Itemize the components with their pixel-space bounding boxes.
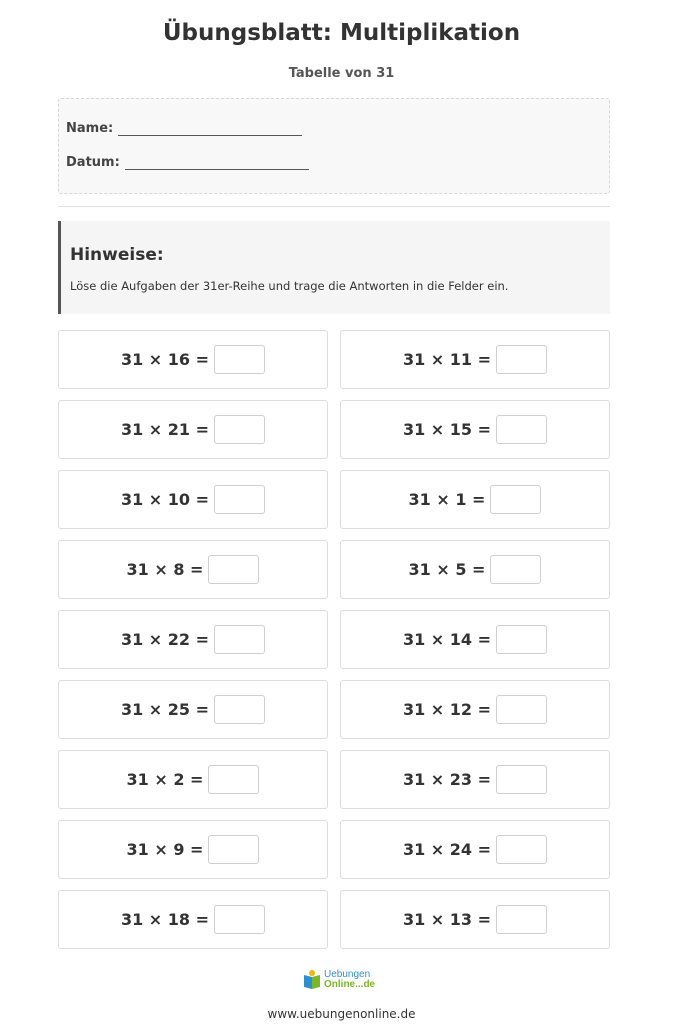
problem-expression: 31 × 18 = xyxy=(120,910,210,929)
hints-title: Hinweise: xyxy=(70,245,164,265)
problem-card xyxy=(58,890,328,949)
name-blank[interactable] xyxy=(118,123,302,136)
problem-card xyxy=(340,400,610,459)
answer-field[interactable] xyxy=(214,695,265,724)
problem-card xyxy=(58,540,328,599)
problem-card xyxy=(340,330,610,389)
answer-field[interactable] xyxy=(214,345,265,374)
answer-field[interactable] xyxy=(496,625,547,654)
logo-text-top: Uebungen xyxy=(324,969,371,980)
problem-card xyxy=(58,820,328,879)
answer-field[interactable] xyxy=(496,765,547,794)
answer-field[interactable] xyxy=(496,905,547,934)
answer-field[interactable] xyxy=(208,555,259,584)
page-title: Übungsblatt: Multiplikation xyxy=(162,20,521,46)
name-line xyxy=(66,121,302,136)
problem-expression: 31 × 2 = xyxy=(126,770,204,789)
book-icon xyxy=(302,969,322,991)
answer-field[interactable] xyxy=(496,695,547,724)
problem-expression: 31 × 14 = xyxy=(402,630,492,649)
footer-url[interactable]: www.uebungenonline.de xyxy=(267,1007,416,1021)
problem-card xyxy=(340,470,610,529)
problem-card xyxy=(58,330,328,389)
problem-card xyxy=(58,750,328,809)
problem-expression: 31 × 22 = xyxy=(120,630,210,649)
problem-card xyxy=(340,750,610,809)
problem-card xyxy=(58,400,328,459)
problem-card xyxy=(58,610,328,669)
problem-expression: 31 × 9 = xyxy=(126,840,204,859)
name-label: Name: xyxy=(66,121,114,136)
problem-expression: 31 × 13 = xyxy=(402,910,492,929)
problem-expression: 31 × 11 = xyxy=(402,350,492,369)
problem-expression: 31 × 10 = xyxy=(120,490,210,509)
answer-field[interactable] xyxy=(496,415,547,444)
answer-field[interactable] xyxy=(214,485,265,514)
site-logo[interactable] xyxy=(302,967,382,993)
problem-expression: 31 × 16 = xyxy=(120,350,210,369)
student-info-box xyxy=(58,98,610,194)
problem-expression: 31 × 25 = xyxy=(120,700,210,719)
hints-text: Löse die Aufgaben der 31er-Reihe und trage die Antworten in die Felder ein. xyxy=(70,279,509,293)
answer-field[interactable] xyxy=(214,625,265,654)
date-blank[interactable] xyxy=(125,157,309,170)
divider xyxy=(58,206,610,207)
problems-grid xyxy=(58,330,610,949)
answer-field[interactable] xyxy=(490,555,541,584)
problem-card xyxy=(340,820,610,879)
problem-expression: 31 × 21 = xyxy=(120,420,210,439)
problem-card xyxy=(58,470,328,529)
page-subtitle: Tabelle von 31 xyxy=(288,66,395,81)
answer-field[interactable] xyxy=(208,835,259,864)
problem-expression: 31 × 23 = xyxy=(402,770,492,789)
problem-card xyxy=(58,680,328,739)
date-label: Datum: xyxy=(66,155,120,170)
logo-text xyxy=(324,970,375,990)
problem-expression: 31 × 15 = xyxy=(402,420,492,439)
problem-card xyxy=(340,680,610,739)
logo-text-bottom: Online...de xyxy=(324,979,376,990)
answer-field[interactable] xyxy=(208,765,259,794)
hints-box xyxy=(58,221,610,314)
problem-expression: 31 × 24 = xyxy=(402,840,492,859)
answer-field[interactable] xyxy=(496,345,547,374)
date-line xyxy=(66,155,309,170)
problem-expression: 31 × 8 = xyxy=(126,560,204,579)
problem-expression: 31 × 12 = xyxy=(402,700,492,719)
problem-expression: 31 × 5 = xyxy=(408,560,486,579)
problem-card xyxy=(340,540,610,599)
answer-field[interactable] xyxy=(214,415,265,444)
problem-expression: 31 × 1 = xyxy=(408,490,486,509)
answer-field[interactable] xyxy=(214,905,265,934)
problem-card xyxy=(340,890,610,949)
problem-card xyxy=(340,610,610,669)
answer-field[interactable] xyxy=(496,835,547,864)
answer-field[interactable] xyxy=(490,485,541,514)
